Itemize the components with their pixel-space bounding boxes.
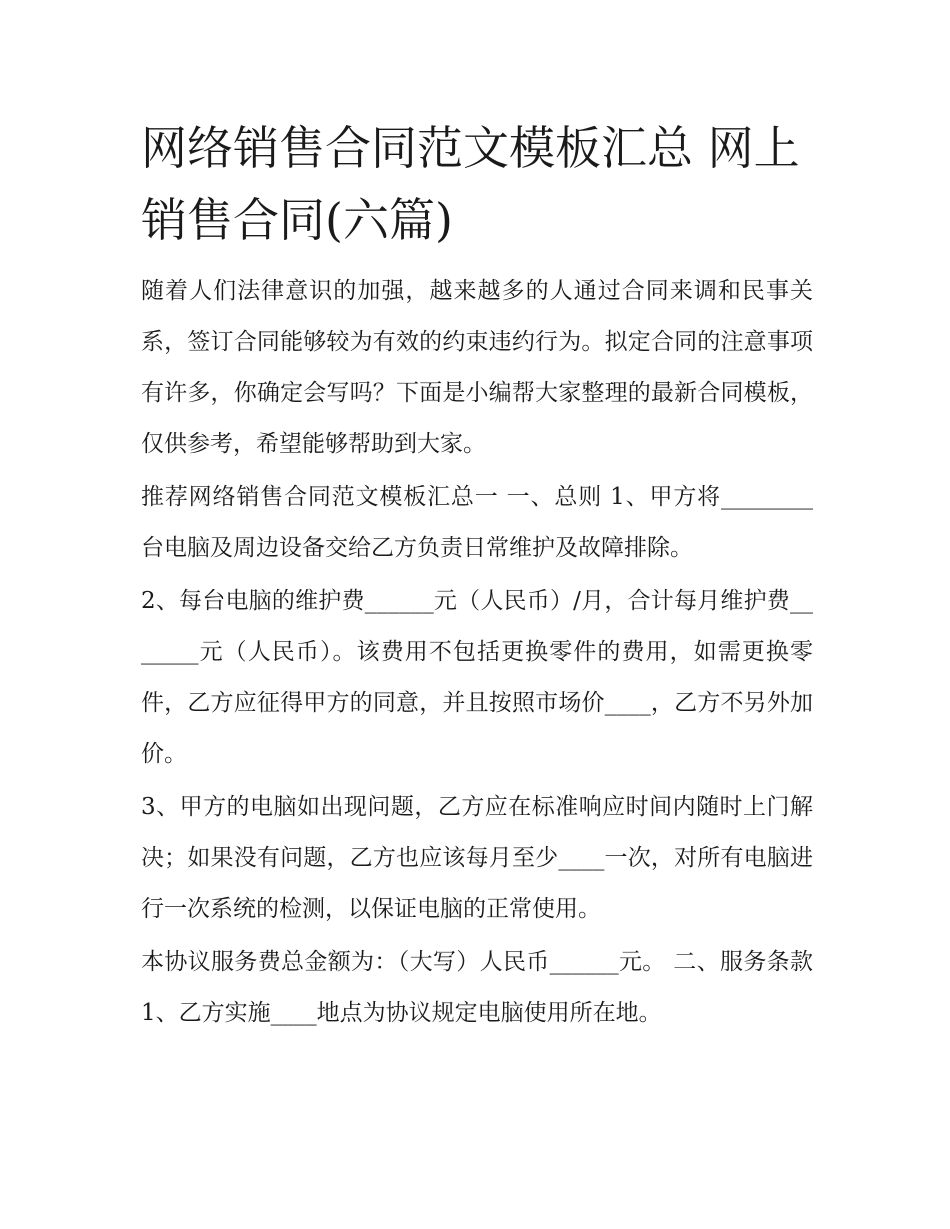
paragraph-clause-1: 推荐网络销售合同范文模板汇总一 一、总则 1、甲方将________台电脑及周边设备交给乙方负责日常维护及故障排除。	[141, 484, 813, 561]
paragraph-intro: 随着人们法律意识的加强，越来越多的人通过合同来调和民事关系，签订合同能够较为有效的约束违约行为。拟定合同的注意事项有许多，你确定会写吗？下面是小编帮大家整理的最新合同模板，仅供参考，希望能够帮助到大家。	[141, 278, 813, 457]
document-title: 网络销售合同范文模板汇总 网上销售合同(六篇)	[141, 121, 800, 247]
paragraph-service-fee: 本协议服务费总金额为：（大写）人民币______元。 二、服务条款 1、乙方实施____地点为协议规定电脑使用所在地。	[141, 949, 813, 1026]
paragraph-clause-2: 2、每台电脑的维护费______元（人民币）/月，合计每月维护费_______元（人民币）。该费用不包括更换零件的费用，如需更换零件，乙方应征得甲方的同意，并且按照市场价____，乙方不另外加价。	[141, 588, 813, 767]
document-body	[141, 112, 813, 1041]
paragraph-clause-3: 3、甲方的电脑如出现问题，乙方应在标准响应时间内随时上门解决；如果没有问题，乙方也应该每月至少____一次，对所有电脑进行一次系统的检测，以保证电脑的正常使用。	[141, 794, 813, 922]
